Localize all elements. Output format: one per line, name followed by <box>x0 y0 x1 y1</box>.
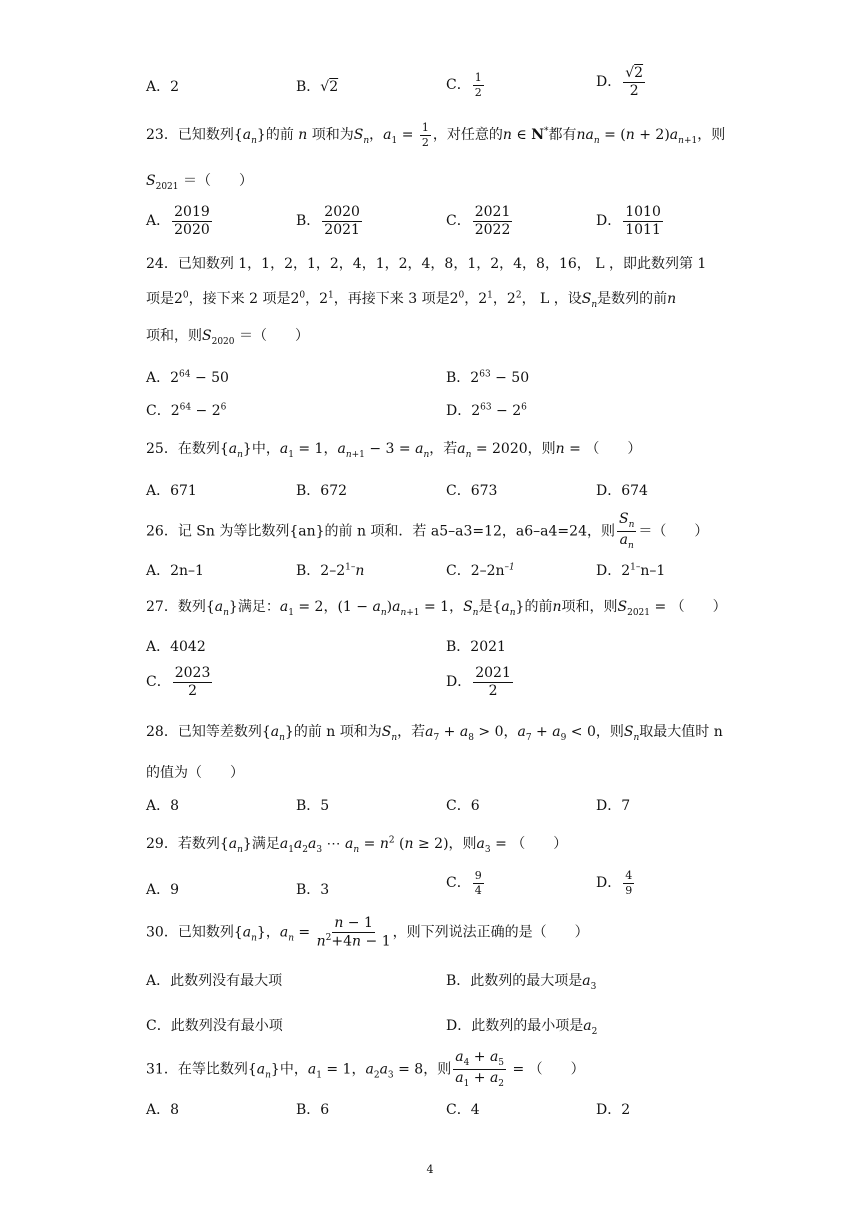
q24-option-a: A．$2^{64} - 50$ <box>146 369 229 386</box>
q26-option-d: D．$2^{1-}n-1$ <box>596 562 666 579</box>
q23-option-b: B． $\frac{2020}{2021}$ <box>296 204 360 238</box>
q28-option-c: C．6 <box>446 798 480 814</box>
q24-options-cd <box>0 400 860 434</box>
q24-stem-line1: 24．已知数列 1，1，2，1，2，4，1，2，4，8，1，2，4，8，16， L ，即此数列第 1 <box>146 256 707 272</box>
q26-stem: 26．记 Sn 为等比数列{an}的前 n 项和．若 a5–a3=12，a6–a4=24，则 $\frac{S_n}{a_n}$ ＝（ ） <box>146 511 709 552</box>
q31-stem: 31．在等比数列$\{a_n\}$中，$a_1 = 1$，$a_2a_3 = 8$，则 $\frac{a_4 + a_5}{a_1 + a_2}$ = （ ） <box>146 1049 585 1090</box>
q27-options-cd <box>0 666 860 700</box>
q24-stem-line2: 项是$2^0$，接下来 2 项是$2^0$，$2^1$，再接下来 3 项是$2^0$，$2^1$，$2^2$， L ，设$S_n$是数列的前n <box>146 290 677 310</box>
q30-options-ab <box>0 970 860 1004</box>
page-number: 4 <box>426 1163 434 1176</box>
q23-options <box>0 205 860 239</box>
q23-stem-line2: $S_{2021}$ ＝（ ） <box>146 173 253 192</box>
q29-stem: 29．若数列$\{a_n\}$满足$a_1a_2a_3$ ⋯ $a_n = n^2$ (n ≥ 2)，则$a_3$ = （ ） <box>146 835 568 855</box>
q24-options-ab <box>0 367 860 401</box>
q26-option-b: B．$2-2^{1-}n$ <box>296 562 365 579</box>
q27-option-a: A．4042 <box>146 639 206 655</box>
q24-option-b: B．$2^{63} - 50$ <box>446 369 530 386</box>
q26-options <box>0 560 860 594</box>
q24-option-c: C．$2^{64} - 2^6$ <box>146 402 227 419</box>
q29-option-d: D． $\frac{4}{9}$ <box>596 869 633 897</box>
q25-option-b: B．672 <box>296 483 348 499</box>
q23-option-a: A． $\frac{2019}{2020}$ <box>146 204 210 238</box>
q28-stem-line2: 的值为（ ） <box>146 765 244 781</box>
q31-options <box>0 1099 860 1133</box>
q27-option-c: C． $\frac{2023}{2}$ <box>146 665 211 699</box>
q25-option-a: A．671 <box>146 483 197 499</box>
q30-option-d: D．此数列的最小项是$a_2$ <box>446 1018 598 1037</box>
q29-options <box>0 870 860 904</box>
q26-option-c: C．$2-2n^{-1}$ <box>446 562 515 579</box>
q28-options <box>0 795 860 829</box>
q29-option-c: C． $\frac{9}{4}$ <box>446 869 482 897</box>
q29-option-a: A．9 <box>146 882 180 898</box>
q29-option-b: B．3 <box>296 882 330 898</box>
q31-option-d: D．2 <box>596 1102 631 1118</box>
q27-option-d: D． $\frac{2021}{2}$ <box>446 665 511 699</box>
q30-options-cd <box>0 1015 860 1049</box>
q24-option-d: D．$2^{63} - 2^6$ <box>446 402 527 419</box>
q28-option-a: A．8 <box>146 798 180 814</box>
q25-option-c: C．673 <box>446 483 498 499</box>
q25-options <box>0 480 860 514</box>
q22-options <box>0 65 860 110</box>
q25-stem: 25．在数列$\{a_n\}$中，$a_1 = 1$，$a_{n+1} - 3 = a_n$，若$a_n = 2020$，则n = （ ） <box>146 441 642 460</box>
q27-option-b: B．2021 <box>446 639 506 655</box>
q31-option-a: A．8 <box>146 1102 180 1118</box>
q22-option-b: B．√2 <box>296 79 339 95</box>
q30-option-b: B．此数列的最大项是$a_3$ <box>446 973 597 992</box>
q27-stem: 27．数列$\{a_n\}$满足：$a_1 = 2$，$(1 - a_n)a_{n+1} = 1$，$S_n$是$\{a_n\}$的前n项和，则$S_{2021}$ = （ ） <box>146 599 727 618</box>
q26-option-a: A．2n–1 <box>146 563 204 579</box>
q23-stem <box>0 122 860 156</box>
q24-stem-line3: 项和，则$S_{2020}$ ＝（ ） <box>146 328 309 347</box>
q30-stem: 30．已知数列$\{a_n\}$，$a_n$ = $\frac{n - 1}{n^2+4n - 1}$ ，则下列说法正确的是（ ） <box>146 915 589 950</box>
q23-option-d: D． $\frac{1010}{1011}$ <box>596 204 661 238</box>
q30-option-c: C．此数列没有最小项 <box>146 1018 283 1034</box>
q30-option-a: A．此数列没有最大项 <box>146 973 283 989</box>
q27-options-ab <box>0 636 860 670</box>
q31-option-c: C．4 <box>446 1102 480 1118</box>
q22-option-d: D． $\frac{√2}{2}$ <box>596 65 644 99</box>
q23-stem-text: 23．已知数列$\{a_n\}$的前 n 项和为$S_n$，$a_1$ = $\frac{1}{2}$ ，对任意的n ∈ N*都有$na_n = (n + 2)a_{n+1}$，则 <box>146 121 726 149</box>
q28-option-d: D．7 <box>596 798 631 814</box>
q28-stem-line1: 28．已知等差数列$\{a_n\}$的前 n 项和为$S_n$，若$a_7 + a_8 > 0$，$a_7 + a_9 < 0$，则$S_n$取最大值时 n <box>146 724 723 743</box>
q22-option-c: C． $\frac{1}{2}$ <box>446 71 482 99</box>
q25-option-d: D．674 <box>596 483 648 499</box>
q31-option-b: B．6 <box>296 1102 330 1118</box>
q23-option-c: C． $\frac{2021}{2022}$ <box>446 204 511 238</box>
q22-option-a: A．2 <box>146 79 180 95</box>
q28-option-b: B．5 <box>296 798 330 814</box>
